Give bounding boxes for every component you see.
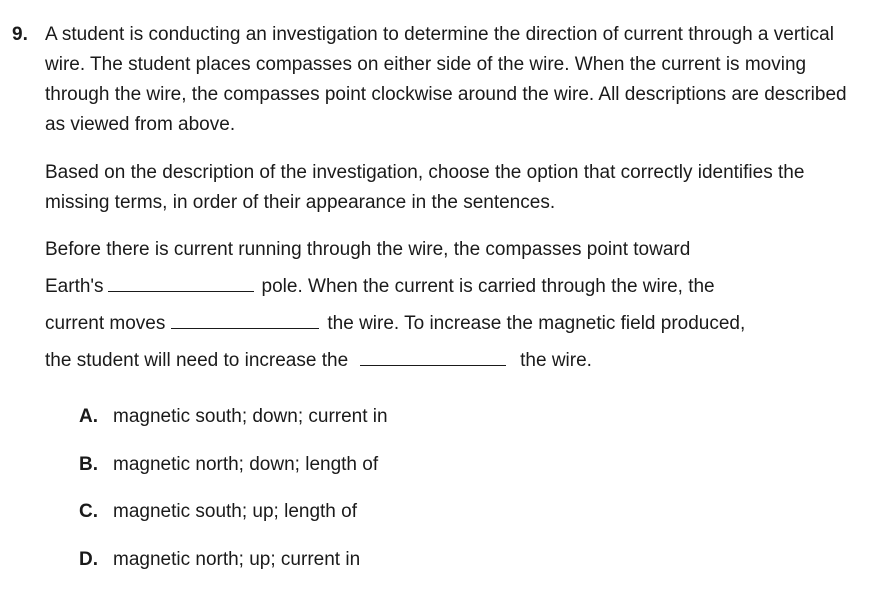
fill-text: current moves xyxy=(45,313,166,334)
answer-options xyxy=(79,405,862,572)
fill-line-3 xyxy=(45,305,862,342)
fill-line-2 xyxy=(45,268,862,305)
option-letter: C. xyxy=(79,501,98,522)
fill-text: Earth's xyxy=(45,276,104,297)
option-letter: B. xyxy=(79,453,98,475)
question-instruction: Based on the description of the investigation, choose the option that correctly identifies the missing terms, in order of their appearance in the sentences. xyxy=(45,162,805,213)
option-b[interactable] xyxy=(79,453,862,477)
option-text: magnetic north; up; current in xyxy=(113,548,361,570)
fill-text: the wire. xyxy=(520,350,592,371)
option-a[interactable] xyxy=(79,405,862,429)
blank-1 xyxy=(108,290,254,292)
option-c[interactable] xyxy=(79,500,862,524)
question-9 xyxy=(12,20,862,595)
option-letter: D. xyxy=(79,548,98,570)
blank-2 xyxy=(171,327,319,329)
fill-text: the wire. To increase the magnetic field produced, xyxy=(327,313,746,334)
fill-text: Before there is current running through the wire, the compasses point toward xyxy=(45,239,691,260)
fill-line-4 xyxy=(45,342,862,379)
fill-line-1 xyxy=(45,231,862,268)
question-number: 9. xyxy=(12,24,28,45)
option-text: magnetic south; down; current in xyxy=(113,406,388,427)
option-text: magnetic north; down; length of xyxy=(113,453,379,475)
question-stem: A student is conducting an investigation to determine the direction of current through a vertical wire. The student places compasses on either side of the wire. When the current is moving through the wire, the compasses point clockwise around the wire. All descriptions are described as viewed from above. xyxy=(45,24,847,135)
fill-in-passage xyxy=(45,231,862,379)
option-d[interactable] xyxy=(79,548,862,572)
blank-3 xyxy=(360,364,506,366)
fill-text: pole. When the current is carried through the wire, the xyxy=(261,276,715,297)
fill-text: the student will need to increase the xyxy=(45,350,349,371)
question-body xyxy=(45,20,862,572)
option-text: magnetic south; up; length of xyxy=(113,501,357,522)
option-letter: A. xyxy=(79,406,98,427)
